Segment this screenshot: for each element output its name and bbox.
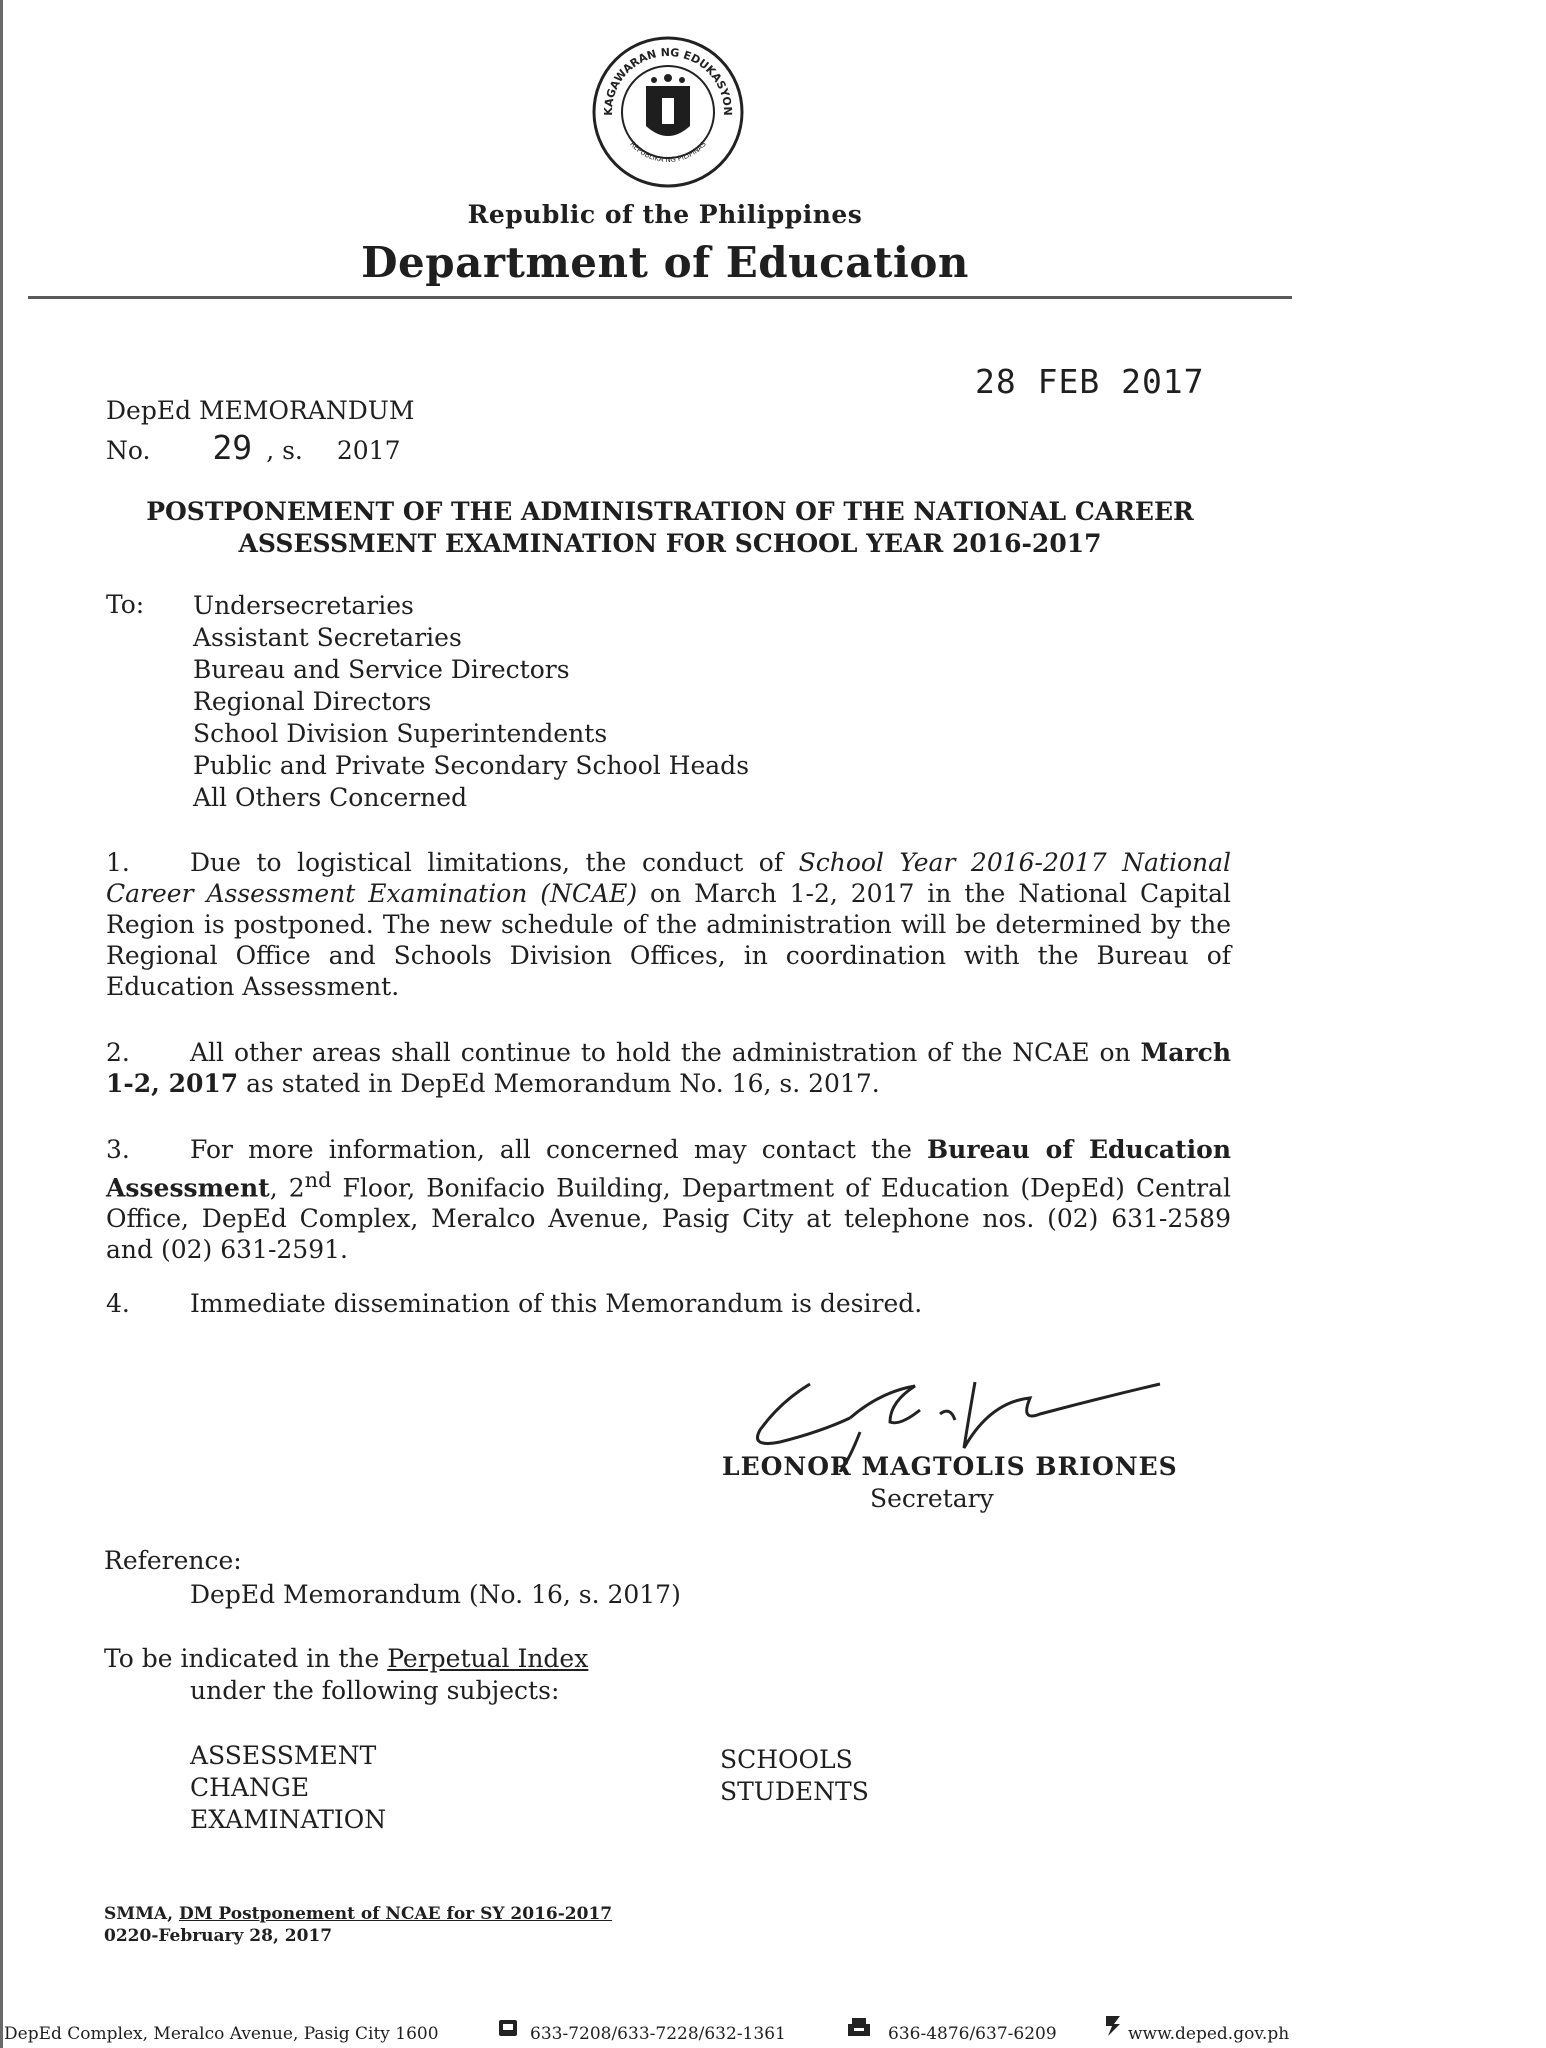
memo-no-label: No. <box>106 436 151 465</box>
footnote-line2: 0220-February 28, 2017 <box>104 1926 333 1946</box>
subject-item: SCHOOLS <box>720 1745 853 1774</box>
paragraph-bold: March 1-2, 2017 <box>106 1038 1231 1098</box>
memo-title-line1: POSTPONEMENT OF THE ADMINISTRATION OF THE NATIONAL CAREER <box>146 497 1194 526</box>
subject-column-1 <box>190 1740 386 1836</box>
paragraph-4 <box>106 1288 1231 1319</box>
web-icon <box>1100 2014 1126 2041</box>
subject-item: ASSESSMENT <box>190 1741 377 1770</box>
memo-date: 28 FEB 2017 <box>975 362 1205 401</box>
recipient-item: Bureau and Service Directors <box>193 655 570 684</box>
memo-number: 29 <box>212 428 253 467</box>
subject-column-2 <box>720 1744 869 1808</box>
perpetual-index-term: Perpetual Index <box>387 1644 589 1673</box>
footer-fax: 636-4876/637-6209 <box>888 2024 1057 2044</box>
recipient-item: Assistant Secretaries <box>193 623 462 652</box>
recipient-item: Public and Private Secondary School Heads <box>193 751 750 780</box>
index-pre-text: To be indicated in the <box>104 1644 388 1673</box>
paragraph-superscript: nd <box>304 1168 332 1192</box>
subject-item: CHANGE <box>190 1773 310 1802</box>
paragraph-3 <box>106 1134 1231 1265</box>
memo-title-line2: ASSESSMENT EXAMINATION FOR SCHOOL YEAR 2016-2017 <box>238 529 1102 558</box>
to-label: To: <box>106 590 145 619</box>
recipient-item: Undersecretaries <box>193 591 414 620</box>
memo-title <box>120 496 1220 560</box>
paragraph-italic: School Year 2016-2017 National Career Assessment Examination (NCAE) <box>106 848 1231 908</box>
footer-address: DepEd Complex, Meralco Avenue, Pasig City 1600 <box>4 2024 439 2044</box>
svg-text:REPUBLIKA NG PILIPINAS <box>628 140 708 164</box>
paragraph-text: All other areas shall continue to hold the administration of the NCAE on <box>190 1038 1141 1067</box>
perpetual-index-line <box>104 1644 588 1673</box>
scan-edge <box>0 0 3 2048</box>
recipient-item: School Division Superintendents <box>193 719 608 748</box>
footnote-filename: DM Postponement of NCAE for SY 2016-2017 <box>178 1904 613 1924</box>
memo-series-label: , s. <box>266 436 303 465</box>
paragraph-text: as stated in DepEd Memorandum No. 16, s. 2017. <box>238 1069 880 1098</box>
letterhead-footer <box>4 2024 1544 2048</box>
footnote-line1 <box>104 1904 612 1924</box>
paragraph-number: 3. <box>106 1135 130 1164</box>
paragraph-number: 4. <box>106 1289 130 1318</box>
recipient-list <box>193 590 749 814</box>
letterhead-rule <box>28 296 1292 299</box>
footnote-prefix: SMMA, <box>104 1904 179 1924</box>
department-heading: Department of Education <box>361 238 969 287</box>
recipient-item: All Others Concerned <box>193 783 468 812</box>
republic-heading: Republic of the Philippines <box>467 200 863 229</box>
paragraph-bold: Bureau of Education Assessment <box>106 1135 1232 1203</box>
paragraph-text: Immediate dissemination of this Memorandum is desired. <box>190 1289 923 1318</box>
paragraph-text: For more information, all concerned may contact the <box>190 1135 928 1164</box>
memo-number-line <box>106 428 400 467</box>
footer-website: www.deped.gov.ph <box>1128 2024 1290 2044</box>
signatory-title: Secretary <box>870 1484 994 1513</box>
recipient-item: Regional Directors <box>193 687 432 716</box>
paragraph-text: , 2 <box>269 1173 305 1203</box>
subject-item: STUDENTS <box>720 1777 869 1806</box>
subject-item: EXAMINATION <box>190 1805 387 1834</box>
seal-top-text: KAGAWARAN NG EDUKASYON <box>601 45 735 116</box>
paragraph-text: Due to logistical limitations, the conduct of <box>190 848 799 877</box>
paragraph-text: Floor, Bonifacio Building, Department of Education (DepEd) Central Office, DepEd Complex, Meralco Avenue, Pasig City at telephone nos. (02) 631-2589 and (02) 631-2591. <box>106 1173 1231 1265</box>
paragraph-2 <box>106 1037 1231 1099</box>
deped-seal-icon <box>590 34 746 190</box>
signatory-name: LEONOR MAGTOLIS BRIONES <box>722 1452 1178 1481</box>
fax-icon <box>846 2016 872 2043</box>
reference-label: Reference: <box>104 1546 242 1575</box>
reference-item: DepEd Memorandum (No. 16, s. 2017) <box>190 1580 681 1609</box>
paragraph-1 <box>106 847 1231 1002</box>
paragraph-text: on March 1-2, 2017 in the National Capital Region is postponed. The new schedule of the administration will be determined by the Regional Office and Schools Division Offices, in coordination with the Bureau of Education Assessment. <box>106 879 1231 1001</box>
index-subline: under the following subjects: <box>190 1676 560 1705</box>
seal-bottom-text: REPUBLIKA NG PILIPINAS <box>628 140 708 165</box>
paragraph-number: 1. <box>106 848 130 877</box>
footer-phones: 633-7208/633-7228/632-1361 <box>530 2024 786 2044</box>
memo-label: DepEd MEMORANDUM <box>106 396 415 425</box>
memo-year: 2017 <box>336 436 401 465</box>
paragraph-number: 2. <box>106 1038 130 1067</box>
telephone-icon <box>496 2018 522 2045</box>
